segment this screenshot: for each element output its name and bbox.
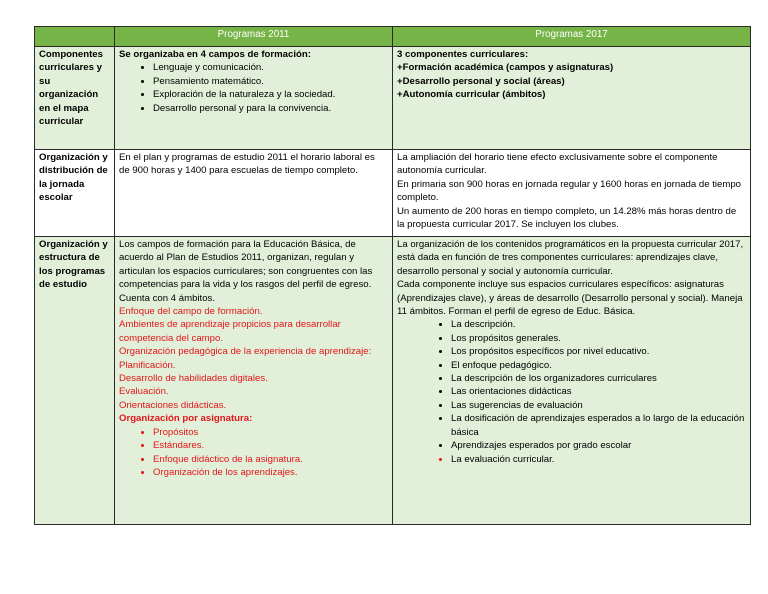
list-item: • El enfoque pedagógico. [451, 359, 746, 372]
cell-intro: Los campos de formación para la Educación Básica, de acuerdo al Plan de Estudios 2011, organizan, regulan y articulan los espacios curriculares; son congruentes con las competencias para la vida y los rasgos del perfil de egreso. Cuenta con 4 ámbitos. [119, 239, 373, 304]
cell-2017-componentes [393, 47, 751, 150]
red-line: Evaluación. [119, 386, 169, 398]
red-line: Orientaciones didácticas. [119, 399, 227, 411]
cell-2011-componentes [115, 47, 393, 150]
cell-text: Cada componente incluye sus espacios curriculares específicos: asignaturas (Aprendizajes clave), y áreas de desarrollo (Desarrollo personal y social). Maneja 11 ámbitos. Forman el perfil de egreso de Educ. Básica. [397, 279, 743, 318]
list-item: • Los propósitos específicos por nivel educativo. [451, 345, 746, 358]
list-item: • Organización de los aprendizajes. [153, 466, 388, 479]
cell-text: En el plan y programas de estudio 2011 el horario laboral es de 900 horas y 1400 para escuelas de tiempo completo. [119, 152, 375, 177]
list-item: • Propósitos [153, 426, 388, 439]
header-programas-2011: Programas 2011 [115, 27, 393, 47]
text-line: +Formación académica (campos y asignaturas) [397, 62, 614, 74]
list-item: • Pensamiento matemático. [153, 75, 388, 88]
list-item: • La descripción de los organizadores curriculares [451, 372, 746, 385]
cell-2011-estructura [115, 237, 393, 525]
red-bullet-list [119, 426, 388, 480]
cell-text: La organización de los contenidos programáticos en la propuesta curricular 2017, está dada en función de tres componentes curriculares: aprendizajes clave, desarrollo personal y social y autonomía curricular. [397, 239, 744, 277]
list-item: • Aprendizajes esperados por grado escolar [451, 439, 746, 452]
cell-text: En primaria son 900 horas en jornada regular y 1600 horas en jornada de tiempo completo. [397, 178, 741, 204]
row-jornada [35, 150, 751, 237]
row-label-componentes: Componentes curriculares y su organización en el mapa curricular [35, 47, 115, 150]
row-componentes [35, 47, 751, 150]
list-item: • Los propósitos generales. [451, 332, 746, 345]
list-item: • Las orientaciones didácticas [451, 385, 746, 398]
list-item: • Desarrollo personal y para la convivencia. [153, 102, 388, 115]
list-item: • Las sugerencias de evaluación [451, 399, 746, 412]
list-item: • Lenguaje y comunicación. [153, 61, 388, 74]
cell-text: Un aumento de 200 horas en tiempo completo, un 14.28% más horas dentro de la propuesta curricular 2017. Se incluyen los clubes. [397, 205, 737, 231]
text-line: +Autonomía curricular (ámbitos) [397, 89, 546, 101]
red-bold-heading: Organización por asignatura: [119, 413, 253, 425]
text-line: 3 componentes curriculares: [397, 49, 529, 60]
header-row [35, 27, 751, 47]
row-label-jornada: Organización y distribución de la jornada escolar [35, 150, 115, 237]
red-line: Ambientes de aprendizaje propicios para desarrollar competencia del campo. [119, 319, 341, 344]
list-item: • La dosificación de aprendizajes esperados a lo largo de la educación básica [451, 412, 746, 439]
header-corner [35, 27, 115, 47]
list-item: • Enfoque didáctico de la asignatura. [153, 453, 388, 466]
bullet-list [397, 318, 746, 465]
cell-2017-jornada [393, 150, 751, 237]
list-item: • La descripción. [451, 318, 746, 331]
text-line: +Desarrollo personal y social (áreas) [397, 75, 565, 87]
cell-2011-jornada [115, 150, 393, 237]
red-line: Enfoque del campo de formación. [119, 306, 263, 318]
header-programas-2017: Programas 2017 [393, 27, 751, 47]
comparison-table [34, 26, 751, 525]
list-item: • Exploración de la naturaleza y la sociedad. [153, 88, 388, 101]
red-line: Desarrollo de habilidades digitales. [119, 373, 268, 385]
list-item: • La evaluación curricular. [451, 453, 746, 466]
red-line: Organización pedagógica de la experiencia de aprendizaje: Planificación. [119, 346, 372, 371]
list-item: • Estándares. [153, 439, 388, 452]
bullet-list [119, 61, 388, 115]
cell-2017-estructura [393, 237, 751, 525]
row-label-estructura: Organización y estructura de los programas de estudio [35, 237, 115, 525]
row-estructura [35, 237, 751, 525]
cell-intro: Se organizaba en 4 campos de formación: [119, 49, 311, 60]
cell-text: La ampliación del horario tiene efecto exclusivamente sobre el componente autonomía curricular. [397, 152, 718, 177]
